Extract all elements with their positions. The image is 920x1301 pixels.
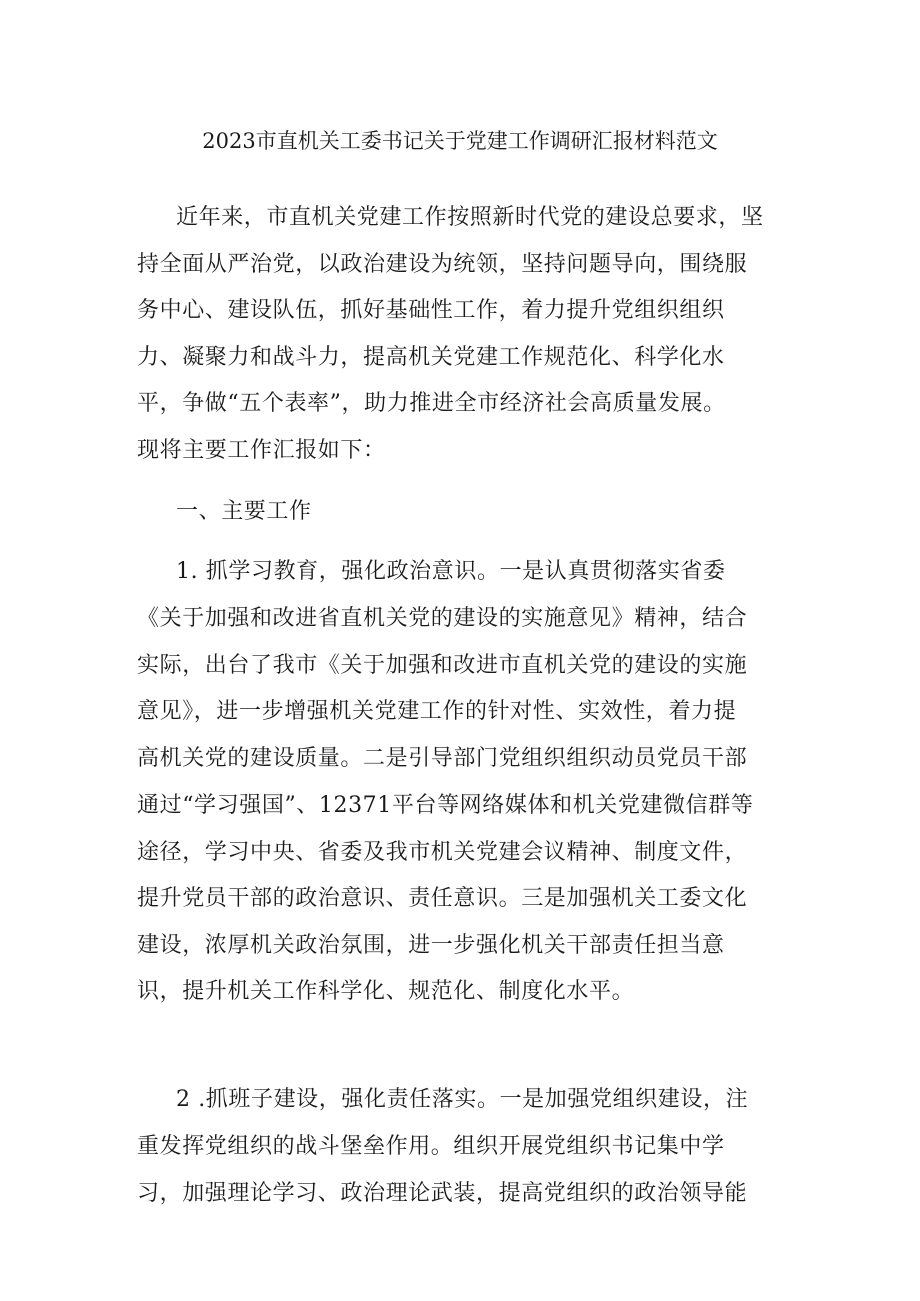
text-line: 力、凝聚力和战斗力，提高机关党建工作规范化、科学化水 <box>137 345 725 370</box>
text-line: 平，争做“五个表率”，助力推进全市经济社会高质量发展。 <box>137 391 726 416</box>
text-line: 务中心、建设队伍，抓好基础性工作，着力提升党组织组织 <box>137 298 725 323</box>
text-line: 一、主要工作 <box>176 499 312 524</box>
text-line: 识，提升机关工作科学化、规范化、制度化水平。 <box>137 979 635 1004</box>
text-line: 2 .抓班子建设，强化责任落实。一是加强党组织建设，注 <box>176 1087 749 1112</box>
text-line: 途径，学习中央、省委及我市机关党建会议精神、制度文件， <box>137 840 748 865</box>
text-line: 建设，浓厚机关政治氛围，进一步强化机关干部责任担当意 <box>137 933 725 958</box>
text-line: 现将主要工作汇报如下： <box>137 438 386 463</box>
text-line: 持全面从严治党，以政治建设为统领，坚持问题导向，围绕服 <box>137 252 748 277</box>
text-line: 提升党员干部的政治意识、责任意识。三是加强机关工委文化 <box>137 886 748 911</box>
text-line: 实际，出台了我市《关于加强和改进市直机关党的建设的实施 <box>137 653 748 678</box>
text-line: 近年来，市直机关党建工作按照新时代党的建设总要求，坚 <box>176 205 764 230</box>
text-line: 通过“学习强国”、12371平台等网络媒体和机关党建微信群等 <box>137 793 754 818</box>
text-line: 意见》，进一步增强机关党建工作的针对性、实效性，着力提 <box>137 699 737 724</box>
text-line: 高机关党的建设质量。二是引导部门党组织组织动员党员干部 <box>137 746 748 771</box>
text-line: 1. 抓学习教育，强化政治意识。一是认真贯彻落实省委 <box>176 559 726 584</box>
text-line: 习，加强理论学习、政治理论武装，提高党组织的政治领导能 <box>137 1181 748 1206</box>
text-line: 《关于加强和改进省直机关党的建设的实施意见》精神，结合 <box>137 606 748 631</box>
text-line: 重发挥党组织的战斗堡垒作用。组织开展党组织书记集中学 <box>137 1134 725 1159</box>
document-title: 2023市直机关工委书记关于党建工作调研汇报材料范文 <box>202 129 718 153</box>
